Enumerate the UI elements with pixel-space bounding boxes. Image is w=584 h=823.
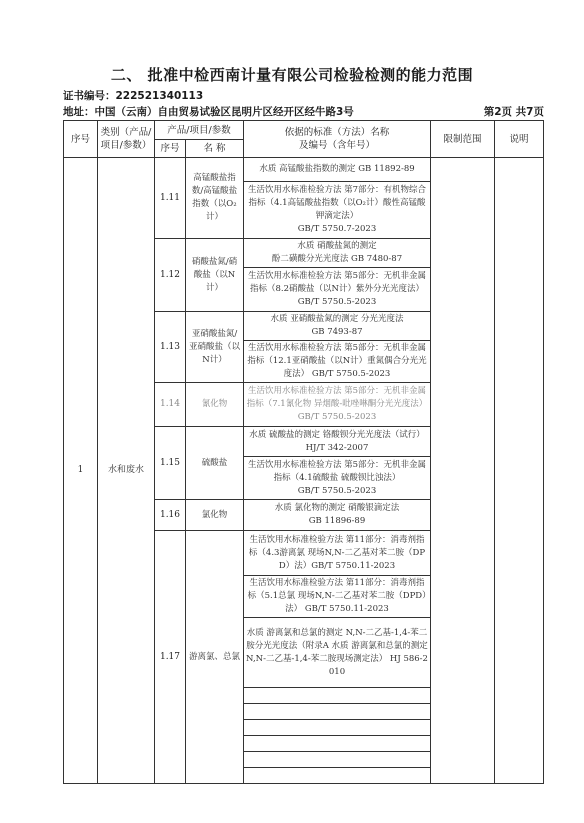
standard-cell: 水质 硝酸盐氮的测定 酚二磺酸分光光度法 GB 7480-87	[244, 239, 431, 268]
standard-cell: 水质 氯化物的测定 硝酸银滴定法 GB 11896-89	[244, 500, 431, 531]
item-number: 1.15	[155, 427, 186, 500]
standard-cell: 生活饮用水标准检验方法 第7部分：有机物综合指标（4.1高锰酸盐指数（以O₂计）酸性高锰酸钾滴定法） GB/T 5750.7-2023	[244, 182, 431, 239]
category-name: 水和废水	[98, 158, 155, 784]
address-label: 地址：	[63, 106, 95, 118]
col-item-no-header: 序号	[155, 140, 186, 158]
standard-cell: 水质 亚硝酸盐氮的测定 分光光度法 GB 7493-87	[244, 312, 431, 341]
item-number: 1.16	[155, 500, 186, 531]
standard-cell: 生活饮用水标准检验方法 第11部分：消毒剂指标（5.1总氯 现场N,N-二乙基对苯二胺（DPD）法） GB/T 5750.11-2023	[244, 576, 431, 618]
page-title: 二、 批准中检西南计量有限公司检验检测的能力范围	[110, 66, 474, 84]
table-header-row	[64, 121, 544, 140]
empty-cell	[244, 704, 431, 720]
item-number: 1.11	[155, 158, 186, 239]
standard-cell: 生活饮用水标准检验方法 第5部分：无机非金属指标（8.2硝酸盐（以N计）紫外分光光度法） GB/T 5750.5-2023	[244, 268, 431, 312]
col-note-header: 说明	[495, 121, 544, 158]
item-name: 氯化物	[186, 500, 244, 531]
col-limit-header: 限制范围	[431, 121, 495, 158]
note-cell	[495, 158, 544, 784]
item-name: 游离氯、总氯	[186, 531, 244, 784]
standard-cell: 水质 游离氯和总氯的测定 N,N-二乙基-1,4-苯二胺分光光度法（附录A 水质 游离氯和总氯的测定 N,N-二乙基-1,4-苯二胺现场测定法） HJ 586-2010	[244, 618, 431, 688]
standard-cell: 生活饮用水标准检验方法 第5部分：无机非金属指标（7.1氰化物 异烟酸-吡唑啉酮分光光度法） GB/T 5750.5-2023	[244, 383, 431, 427]
col-product-header: 产品/项目/参数	[155, 121, 244, 140]
item-name: 亚硝酸盐氮/亚硝酸盐（以N计）	[186, 312, 244, 383]
col-category-header: 类别（产品/项目/参数）	[98, 121, 155, 158]
page-number: 第2页 共7页	[483, 106, 544, 118]
item-name: 高锰酸盐指数/高锰酸盐指数（以O₂计）	[186, 158, 244, 239]
cert-label: 证书编号：	[63, 90, 116, 102]
standard-cell: 生活饮用水标准检验方法 第5部分：无机非金属指标（12.1亚硝酸盐（以N计）重氮偶合分光光度法） GB/T 5750.5-2023	[244, 341, 431, 383]
empty-cell	[244, 768, 431, 784]
empty-cell	[244, 720, 431, 736]
item-name: 硝酸盐氮/硝酸盐（以N计）	[186, 239, 244, 312]
standard-cell: 水质 高锰酸盐指数的测定 GB 11892-89	[244, 158, 431, 182]
category-seq: 1	[64, 158, 98, 784]
cert-value: 222521340113	[115, 90, 204, 102]
table-row	[64, 158, 544, 182]
limit-cell	[431, 158, 495, 784]
col-seq-header: 序号	[64, 121, 98, 158]
item-number: 1.12	[155, 239, 186, 312]
empty-cell	[244, 752, 431, 768]
item-number: 1.14	[155, 383, 186, 427]
empty-cell	[244, 736, 431, 752]
col-item-name-header: 名 称	[186, 140, 244, 158]
address-value: 中国（云南）自由贸易试验区昆明片区经开区经牛路3号	[94, 106, 354, 118]
standard-cell: 生活饮用水标准检验方法 第11部分：消毒剂指标（4.3游离氯 现场N,N-二乙基对苯二胺（DPD）法）GB/T 5750.11-2023	[244, 531, 431, 576]
col-standard-header: 依据的标准（方法）名称 及编号（含年号）	[244, 121, 431, 158]
item-number: 1.17	[155, 531, 186, 784]
address	[63, 104, 354, 119]
item-name: 硫酸盐	[186, 427, 244, 500]
capability-table	[63, 120, 544, 784]
standard-cell: 生活饮用水标准检验方法 第5部分：无机非金属指标（4.1硫酸盐 硫酸钡比浊法） GB/T 5750.5-2023	[244, 457, 431, 500]
certificate-number	[63, 88, 203, 103]
empty-cell	[244, 688, 431, 704]
item-name: 氰化物	[186, 383, 244, 427]
item-number: 1.13	[155, 312, 186, 383]
standard-cell: 水质 硫酸盐的测定 铬酸钡分光光度法（试行） HJ/T 342-2007	[244, 427, 431, 457]
